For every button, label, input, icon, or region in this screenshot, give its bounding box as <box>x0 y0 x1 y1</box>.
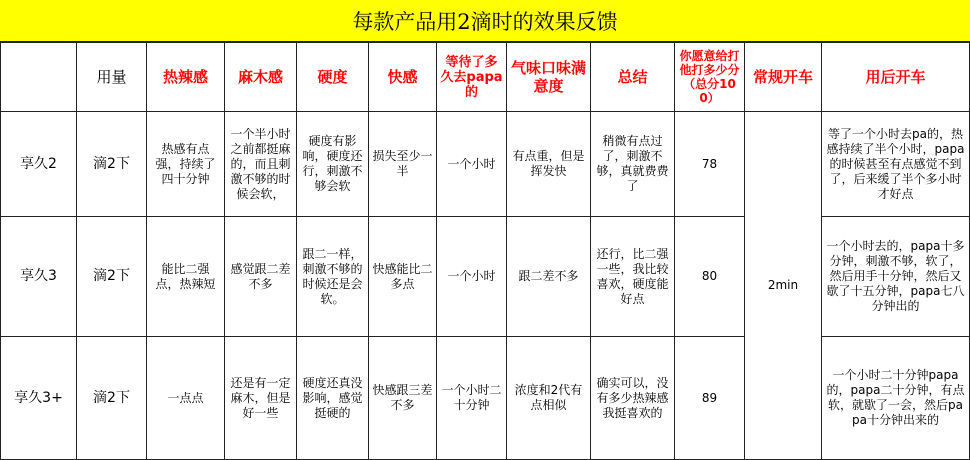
table-row <box>1 217 970 337</box>
header-wait: 等待了多久去papa的 <box>437 43 507 112</box>
table-title: 每款产品用2滴时的效果反馈 <box>0 0 970 42</box>
cell-dosage: 滴2下 <box>77 337 147 460</box>
cell-hardness: 硬度还真没影响，感觉挺硬的 <box>297 337 369 460</box>
cell-after: 一个小时去的，papa十多分钟，刺激不够，软了，然后用手十分钟，然后又歇了十五分钟，papa七八分钟出的 <box>822 217 970 337</box>
table-row <box>1 112 970 217</box>
cell-after: 等了一个小时去pa的，热感持续了半个小时，papa的时候甚至有点感觉不到了，后来缓了半个多小时才好点 <box>822 112 970 217</box>
cell-product: 享久3+ <box>1 337 77 460</box>
cell-smell: 浓度和2代有点相似 <box>507 337 591 460</box>
header-dosage: 用量 <box>77 43 147 112</box>
cell-product: 享久3 <box>1 217 77 337</box>
header-hardness: 硬度 <box>297 43 369 112</box>
cell-numb: 一个半小时之前都挺麻的，而且刺激不够的时候会软， <box>225 112 297 217</box>
cell-numb: 感觉跟二差不多 <box>225 217 297 337</box>
feedback-table <box>0 42 970 460</box>
header-product <box>1 43 77 112</box>
cell-product: 享久2 <box>1 112 77 217</box>
cell-heat: 一点点 <box>147 337 225 460</box>
header-smell: 气味口味满意度 <box>507 43 591 112</box>
header-numb: 麻木感 <box>225 43 297 112</box>
header-heat: 热辣感 <box>147 43 225 112</box>
cell-score: 78 <box>675 112 745 217</box>
header-after: 用后开车 <box>822 43 970 112</box>
cell-score: 89 <box>675 337 745 460</box>
cell-hardness: 硬度有影响，硬度还行，刺激不够会软 <box>297 112 369 217</box>
header-score: 你愿意给打他打多少分（总分100） <box>675 43 745 112</box>
cell-smell: 有点重，但是挥发快 <box>507 112 591 217</box>
cell-pleasure: 快感能比二多点 <box>369 217 437 337</box>
header-pleasure: 快感 <box>369 43 437 112</box>
cell-wait: 一个小时 <box>437 112 507 217</box>
header-row <box>1 43 970 112</box>
cell-numb: 还是有一定麻木，但是好一些 <box>225 337 297 460</box>
cell-heat: 能比二强点，热辣短 <box>147 217 225 337</box>
header-regular: 常规开车 <box>745 43 822 112</box>
cell-pleasure: 快感跟三差不多 <box>369 337 437 460</box>
cell-wait: 一个小时 <box>437 217 507 337</box>
cell-after: 一个小时二十分钟papa的，papa二十分钟，有点软，就歇了一会，然后papa十分钟出来的 <box>822 337 970 460</box>
cell-dosage: 滴2下 <box>77 112 147 217</box>
cell-dosage: 滴2下 <box>77 217 147 337</box>
cell-score: 80 <box>675 217 745 337</box>
header-summary: 总结 <box>591 43 675 112</box>
cell-regular: 2min <box>745 112 822 460</box>
cell-heat: 热感有点强，持续了四十分钟 <box>147 112 225 217</box>
cell-hardness: 跟二一样，刺激不够的时候还是会软。 <box>297 217 369 337</box>
cell-pleasure: 损失至少一半 <box>369 112 437 217</box>
table-row <box>1 337 970 460</box>
cell-summary: 还行，比二强一些，我比较喜欢，硬度能好点 <box>591 217 675 337</box>
cell-summary: 稍微有点过了，刺激不够，真就费费了 <box>591 112 675 217</box>
cell-wait: 一个小时二十分钟 <box>437 337 507 460</box>
cell-smell: 跟二差不多 <box>507 217 591 337</box>
cell-summary: 确实可以，没有多少热辣感我挺喜欢的 <box>591 337 675 460</box>
